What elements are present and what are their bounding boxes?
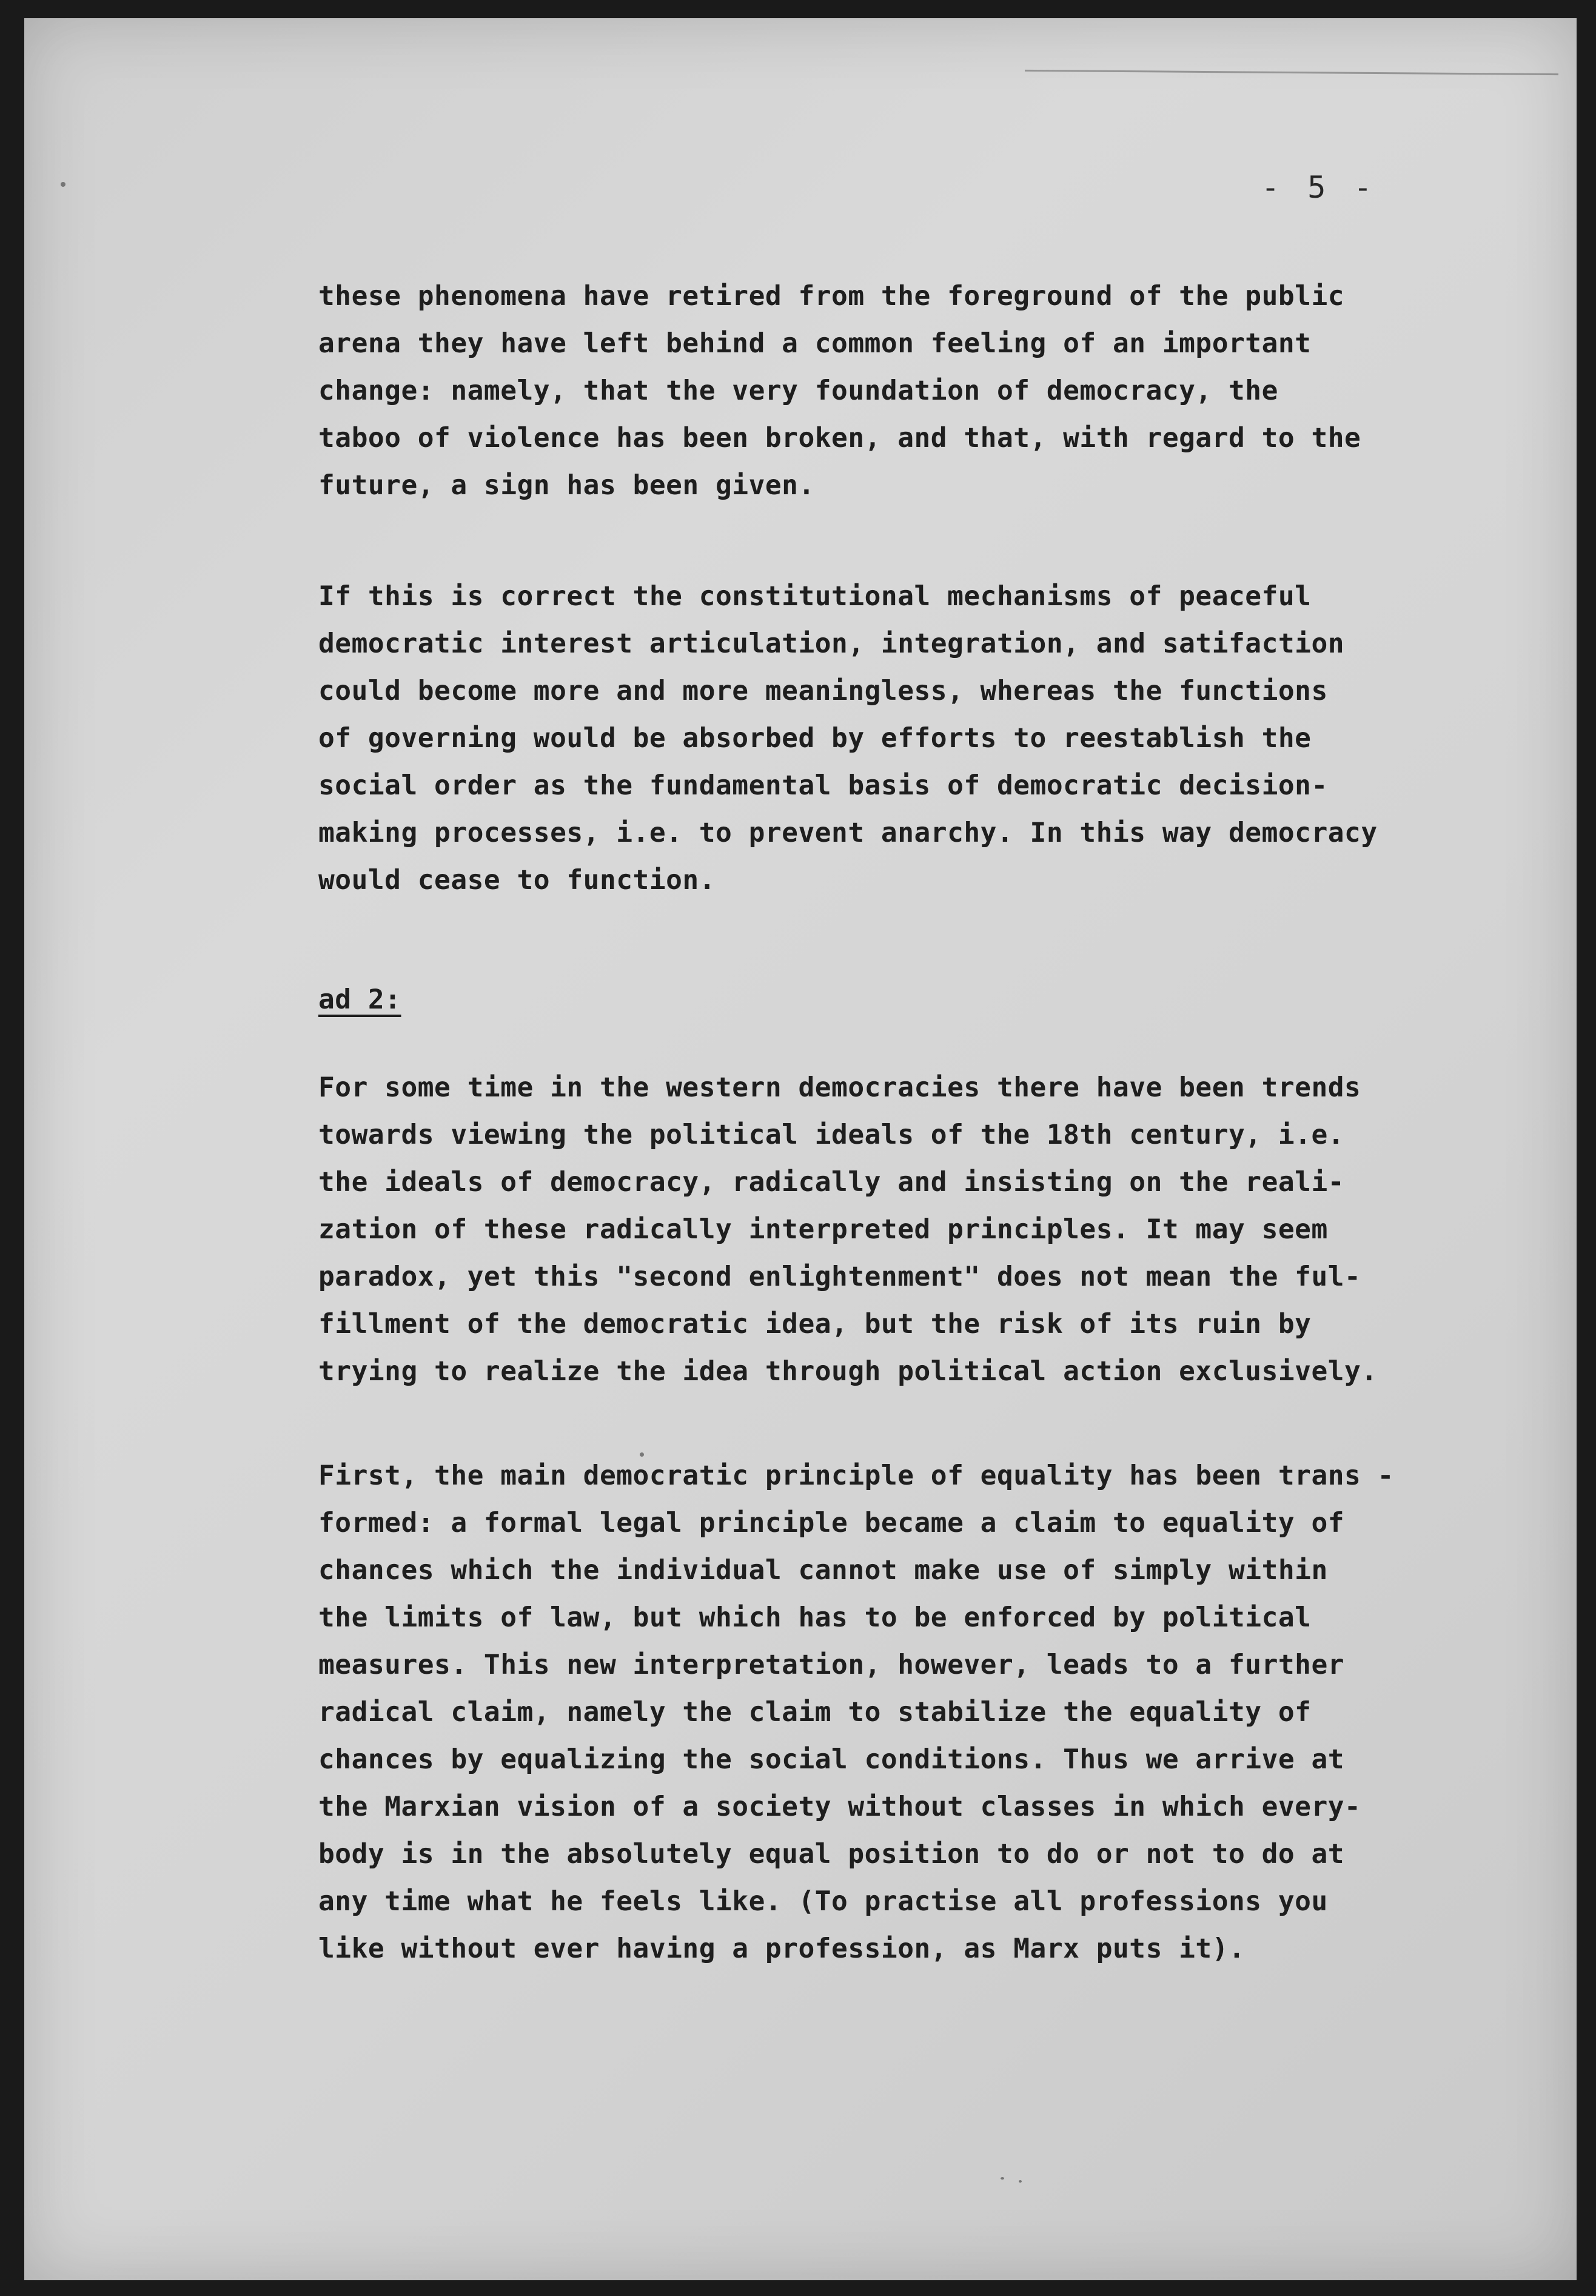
text-line: paradox, yet this "second enlightenment" does not mean the ful- bbox=[318, 1261, 1361, 1292]
text-line: radical claim, namely the claim to stabilize the equality of bbox=[318, 1697, 1312, 1728]
text-line: like without ever having a profession, as Marx puts it). bbox=[318, 1933, 1246, 1964]
paragraph-2 bbox=[318, 573, 1568, 904]
text-line: zation of these radically interpreted principles. It may seem bbox=[318, 1214, 1328, 1245]
text-line: If this is correct the constitutional mechanisms of peaceful bbox=[318, 581, 1312, 612]
scan-speck bbox=[1001, 2177, 1004, 2180]
text-line: arena they have left behind a common feeling of an important bbox=[318, 328, 1312, 359]
text-line: any time what he feels like. (To practise all professions you bbox=[318, 1886, 1328, 1917]
text-line: towards viewing the political ideals of the 18th century, i.e. bbox=[318, 1119, 1345, 1150]
paragraph-4 bbox=[318, 1452, 1568, 1973]
document-page bbox=[24, 18, 1577, 2280]
text-line: these phenomena have retired from the foreground of the public bbox=[318, 281, 1345, 312]
text-line: formed: a formal legal principle became a claim to equality of bbox=[318, 1508, 1345, 1539]
paragraph-1 bbox=[318, 273, 1568, 509]
text-line: would cease to function. bbox=[318, 865, 716, 896]
text-line: taboo of violence has been broken, and that, with regard to the bbox=[318, 423, 1361, 454]
text-line: change: namely, that the very foundation of democracy, the bbox=[318, 375, 1278, 406]
text-line: chances by equalizing the social conditions. Thus we arrive at bbox=[318, 1744, 1345, 1775]
text-line: fillment of the democratic idea, but the risk of its ruin by bbox=[318, 1309, 1312, 1340]
text-line: future, a sign has been given. bbox=[318, 470, 815, 501]
text-line: social order as the fundamental basis of democratic decision- bbox=[318, 770, 1328, 801]
text-line: measures. This new interpretation, however, leads to a further bbox=[318, 1650, 1345, 1680]
text-line: trying to realize the idea through political action exclusively. bbox=[318, 1356, 1378, 1387]
scan-speck bbox=[1019, 2180, 1022, 2183]
page-number: - 5 - bbox=[1261, 170, 1377, 205]
text-line: For some time in the western democracies there have been trends bbox=[318, 1072, 1361, 1103]
text-line: making processes, i.e. to prevent anarchy. In this way democracy bbox=[318, 817, 1378, 848]
text-line: body is in the absolutely equal position to do or not to do at bbox=[318, 1839, 1345, 1870]
paragraph-3 bbox=[318, 1064, 1568, 1395]
text-line: democratic interest articulation, integration, and satifaction bbox=[318, 628, 1345, 659]
text-line: chances which the individual cannot make use of simply within bbox=[318, 1555, 1328, 1586]
text-line: the ideals of democracy, radically and insisting on the reali- bbox=[318, 1167, 1345, 1198]
text-line: could become more and more meaningless, whereas the functions bbox=[318, 676, 1328, 707]
text-line: the limits of law, but which has to be enforced by political bbox=[318, 1602, 1312, 1633]
text-line: First, the main democratic principle of equality has been trans - bbox=[318, 1460, 1394, 1491]
scan-edge-mark bbox=[1025, 70, 1558, 75]
text-line: the Marxian vision of a society without classes in which every- bbox=[318, 1791, 1361, 1822]
scan-speck bbox=[61, 182, 65, 187]
text-line: of governing would be absorbed by efforts to reestablish the bbox=[318, 723, 1312, 754]
section-heading: ad 2: bbox=[318, 984, 401, 1015]
scan-speck bbox=[640, 1452, 644, 1457]
